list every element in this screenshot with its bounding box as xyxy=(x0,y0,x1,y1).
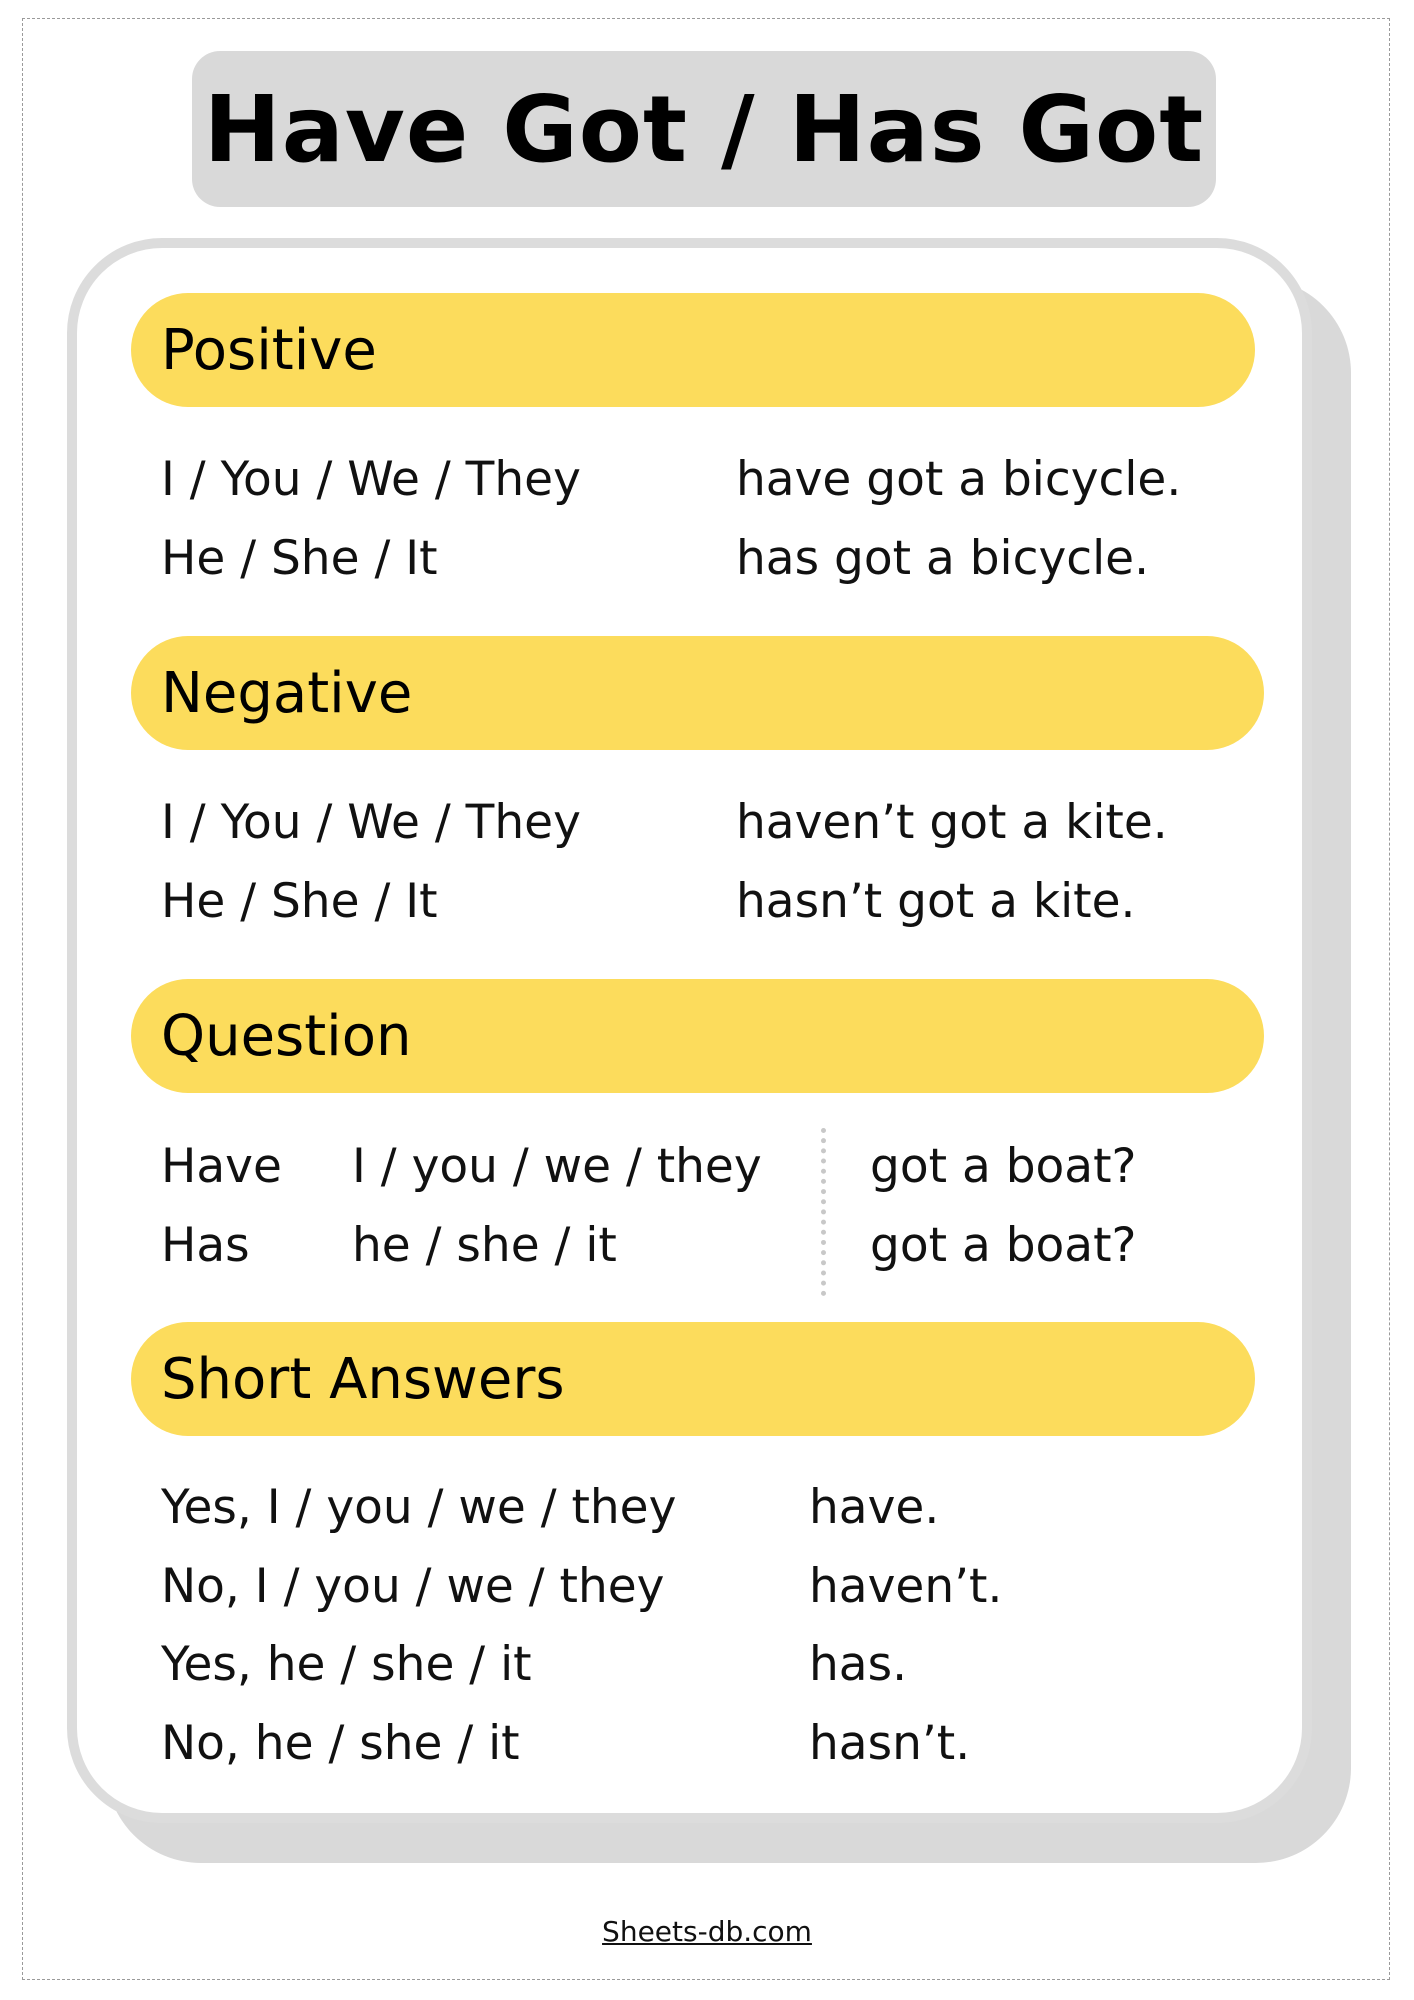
short-answer-subject-1: Yes, I / you / we / they xyxy=(161,1480,677,1535)
section-title: Negative xyxy=(161,660,413,726)
title-banner xyxy=(192,51,1216,207)
section-title: Short Answers xyxy=(161,1346,565,1412)
negative-phrase-2: hasn’t got a kite. xyxy=(736,874,1136,929)
section-title: Positive xyxy=(161,317,377,383)
negative-subject-2: He / She / It xyxy=(161,874,438,929)
short-answer-verb-2: haven’t. xyxy=(809,1559,1003,1614)
question-subject-1: I / you / we / they xyxy=(352,1139,762,1194)
question-phrase-2: got a boat? xyxy=(870,1218,1137,1273)
positive-subject-1: I / You / We / They xyxy=(161,452,581,507)
positive-phrase-2: has got a bicycle. xyxy=(736,531,1150,586)
negative-phrase-1: haven’t got a kite. xyxy=(736,795,1168,850)
short-answer-verb-1: have. xyxy=(809,1480,940,1535)
short-answer-verb-4: hasn’t. xyxy=(809,1716,971,1771)
section-title: Question xyxy=(161,1003,412,1069)
short-answer-verb-3: has. xyxy=(809,1637,908,1692)
question-phrase-1: got a boat? xyxy=(870,1139,1137,1194)
question-subject-2: he / she / it xyxy=(352,1218,617,1273)
section-header-positive xyxy=(131,293,1255,407)
footer xyxy=(0,1915,1414,1948)
section-header-short-answers xyxy=(131,1322,1255,1436)
page-title: Have Got / Has Got xyxy=(203,75,1205,183)
question-divider xyxy=(821,1128,826,1296)
section-header-negative xyxy=(131,636,1264,750)
positive-phrase-1: have got a bicycle. xyxy=(736,452,1182,507)
short-answer-subject-3: Yes, he / she / it xyxy=(161,1637,532,1692)
question-aux-1: Have xyxy=(161,1139,282,1194)
short-answer-subject-4: No, he / she / it xyxy=(161,1716,520,1771)
short-answer-subject-2: No, I / you / we / they xyxy=(161,1559,665,1614)
question-aux-2: Has xyxy=(161,1218,250,1273)
positive-subject-2: He / She / It xyxy=(161,531,438,586)
section-header-question xyxy=(131,979,1264,1093)
negative-subject-1: I / You / We / They xyxy=(161,795,581,850)
footer-link[interactable]: Sheets-db.com xyxy=(602,1915,812,1948)
